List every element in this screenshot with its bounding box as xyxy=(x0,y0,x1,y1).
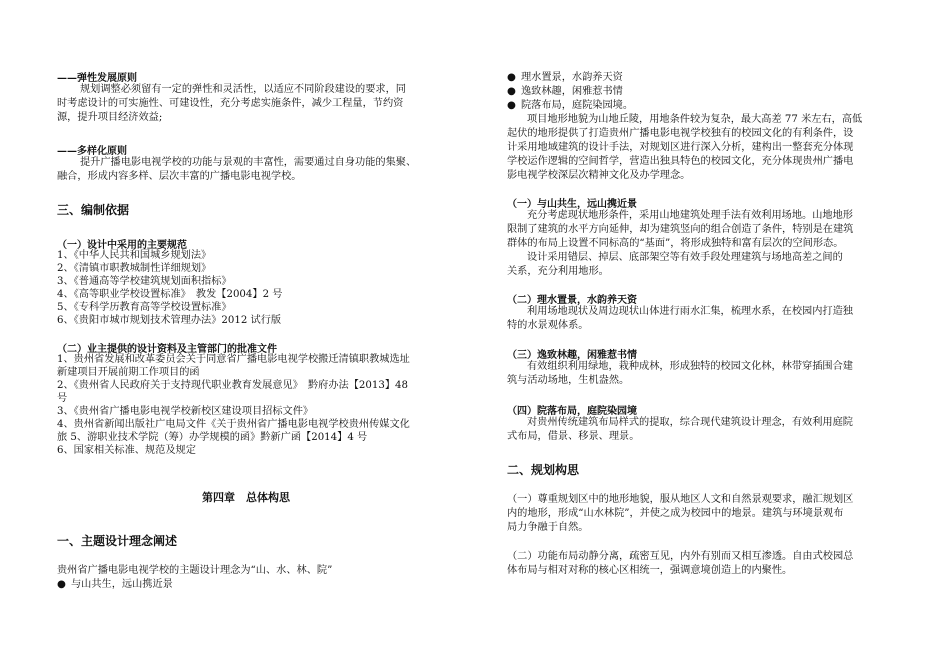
bullet-item: ● 与山共生，远山携近景 xyxy=(57,579,173,590)
theme-line: 贵州省广播电影电视学校的主题设计理念为“山、水、林、院” xyxy=(57,565,333,576)
s4-line: 式布局，借景、移景、理景。 xyxy=(507,431,640,442)
sub2-item: 1、贵州省发展和改革委员会关于同意省广播电影电视学校搬迁清镇职教城选址 xyxy=(57,354,410,365)
sub2-item: 2、《贵州省人民政府关于支持现代职业教育发展意见》 黔府办法【2013】48 xyxy=(57,380,408,391)
sub1-item: 4、《高等职业学校设置标准》 教发【2004】2 号 xyxy=(57,289,283,300)
flex-principle-title: ——弹性发展原则 xyxy=(57,73,137,84)
sub2-item: 4、贵州省新闻出版社广电局文件《关于贵州省广播电影电视学校贵州传媒文化 xyxy=(57,419,410,430)
sub1-item: 1、《中华人民共和国城乡规划法》 xyxy=(57,250,212,261)
s1-line: 群体的布局上设置不同标高的“基面”，将形成独特和富有层次的空间形态。 xyxy=(507,238,844,249)
plan-p2-line: 体布局与相对对称的核心区相统一，强调意境创造上的内聚性。 xyxy=(507,565,793,576)
diversity-principle-title: ——多样化原则 xyxy=(57,146,127,157)
intro-line: 计采用地域建筑的设计手法，对规划区进行深入分析，建构出一整套充分体现 xyxy=(507,142,854,153)
s3-title: （三）逸致林趣，闲雅惹书情 xyxy=(507,350,637,361)
s4-line: 对贵州传统建筑布局样式的提取，综合现代建筑设计理念，有效利用庭院 xyxy=(527,417,853,428)
bullet-item: ● 逸致林趣，闲雅惹书情 xyxy=(507,86,623,97)
intro-line: 影电视学校深层次精神文化及办学理念。 xyxy=(507,170,691,181)
plan-p2-line: （二）功能布局动静分离，疏密互见，内外有别而又相互渗透。自由式校园总 xyxy=(507,551,854,562)
s1-title: （一）与山共生，远山携近景 xyxy=(507,199,637,210)
sub2-item: 3、《贵州省广播电影电视学校新校区建设项目招标文件》 xyxy=(57,406,314,417)
sub2-item: 号 xyxy=(57,393,68,404)
section-3-title: 三、编制依据 xyxy=(57,203,130,217)
sub2-title: （二）业主提供的设计资料及主管部门的批准文件 xyxy=(57,344,277,355)
plan-p1-line: 内的地形，形成“山水林院”，并使之成为校园中的地景。建筑与环境景观布 xyxy=(507,508,844,519)
s2-line: 利用场地现状及周边现状山体进行雨水汇集，梳理水系，在校园内打造独 xyxy=(527,306,853,317)
div-line-2: 融合，形成内容多样、层次丰富的广播电影电视学校。 xyxy=(57,171,302,182)
sub2-item: 新建项目开展前期工作项目的函 xyxy=(57,367,200,378)
s3-line: 筑与活动场地，生机盎然。 xyxy=(507,375,630,386)
s2-line: 特的水景观体系。 xyxy=(507,320,589,331)
s2-title: （二）理水置景，水韵养天资 xyxy=(507,295,637,306)
bullet-icon: ● xyxy=(57,579,66,590)
s3-line: 有效组织利用绿地，栽种成林，形成独特的校园文化林，林带穿插围合建 xyxy=(527,361,853,372)
sub1-item: 5、《专科学历教育高等学校设置标准》 xyxy=(57,302,232,313)
plan-p1-line: （一）尊重规划区中的地形地貌，服从地区人文和自然景观要求，融汇规划区 xyxy=(507,494,854,505)
div-line-1: 提升广播电影电视学校的功能与景观的丰富性，需要通过自身功能的集聚、 xyxy=(80,157,417,168)
sub2-item: 旅 5、游职业技术学院（筹）办学规模的函》黔新广函【2014】4 号 xyxy=(57,432,368,443)
intro-line: 起伏的地形提供了打造贵州广播电影电视学校独有的校园文化的有利条件，设 xyxy=(507,128,854,139)
intro-line: 项目地形地貌为山地丘陵，用地条件较为复杂，最大高差 77 米左右，高低 xyxy=(527,114,863,125)
bullet-icon: ● xyxy=(507,100,516,111)
bullet-icon: ● xyxy=(507,86,516,97)
sub1-item: 3、《普通高等学校建筑规划面积指标》 xyxy=(57,276,232,287)
sub1-title: （一）设计中采用的主要规范 xyxy=(57,240,187,251)
section-2-title: 二、规划构思 xyxy=(507,463,580,477)
s1-line: 充分考虑现状地形条件，采用山地建筑处理手法有效利用场地。山地地形 xyxy=(527,210,853,221)
flex-line-1: 规划调整必须留有一定的弹性和灵活性，以适应不同阶段建设的要求，同 xyxy=(80,84,406,95)
plan-p1-line: 局力争融于自然。 xyxy=(507,522,589,533)
sub1-item: 6、《贵阳市城市规划技术管理办法》2012 试行版 xyxy=(57,315,282,326)
chapter-title: 第四章 总体构思 xyxy=(202,491,290,504)
flex-line-3: 源，提升项目经济效益; xyxy=(57,112,163,123)
s1-line: 关系，充分利用地形。 xyxy=(507,266,609,277)
s4-title: （四）院落布局，庭院染园境 xyxy=(507,406,637,417)
intro-line: 学校运作逻辑的空间哲学，营造出独具特色的校园文化，充分体现贵州广播电 xyxy=(507,156,854,167)
sub1-item: 2、《清镇市职教城制性详细规划》 xyxy=(57,263,212,274)
s1-line: 限制了建筑的水平方向延伸，却为建筑竖向的组合创造了条件，特别是在建筑 xyxy=(507,224,854,235)
sub2-item: 6、国家相关标准、规范及规定 xyxy=(57,445,196,456)
bullet-item: ● 理水置景，水韵养天资 xyxy=(507,72,623,83)
bullet-icon: ● xyxy=(507,72,516,83)
section-1-title: 一、主题设计理念阐述 xyxy=(57,534,178,548)
flex-line-2: 时考虑设计的可实施性、可建设性，充分考虑实施条件，减少工程量，节约资 xyxy=(57,98,404,109)
s1-line: 设计采用错层、掉层、底部架空等有效手段处理建筑与场地高差之间的 xyxy=(527,252,843,263)
bullet-item: ● 院落布局，庭院染园境。 xyxy=(507,100,634,111)
